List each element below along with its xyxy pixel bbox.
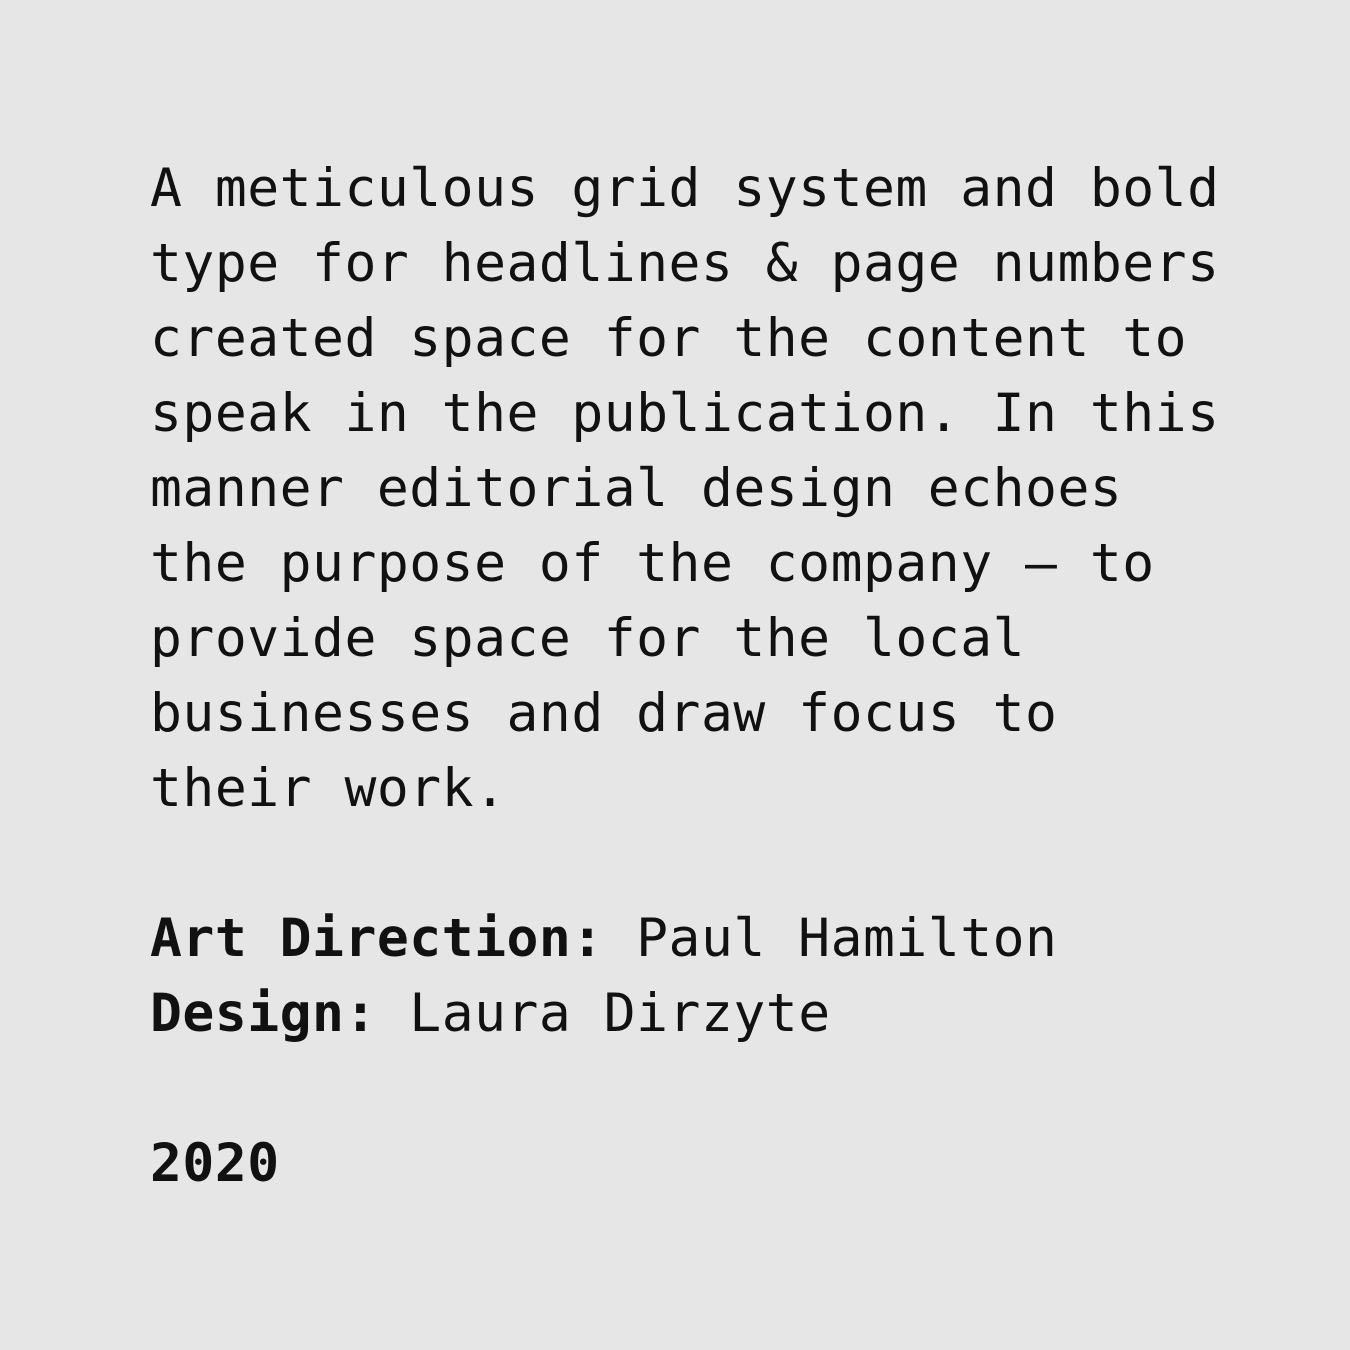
credit-design	[150, 976, 831, 1051]
credit-art-direction	[150, 901, 1057, 976]
credit-design-name: Laura Dirzyte	[376, 983, 831, 1044]
body-text-line-7: provide space for the local	[150, 608, 1026, 669]
body-text-line-5: manner editorial design echoes	[150, 458, 1123, 519]
body-text-line-1: A meticulous grid system and bold	[150, 158, 1220, 219]
body-text-line-3: created space for the content to	[150, 308, 1188, 369]
year: 2020	[150, 1133, 280, 1194]
body-text-line-9: their work.	[150, 758, 507, 819]
body-text-line-8: businesses and draw focus to	[150, 683, 1058, 744]
credit-art-direction-name: Paul Hamilton	[603, 908, 1058, 969]
body-text-line-4: speak in the publication. In this	[150, 383, 1220, 444]
body-text-line-2: type for headlines & page numbers	[150, 233, 1220, 294]
credit-art-direction-label: Art Direction:	[150, 908, 604, 969]
body-text-line-6: the purpose of the company – to	[150, 533, 1155, 594]
credit-design-label: Design:	[150, 983, 377, 1044]
